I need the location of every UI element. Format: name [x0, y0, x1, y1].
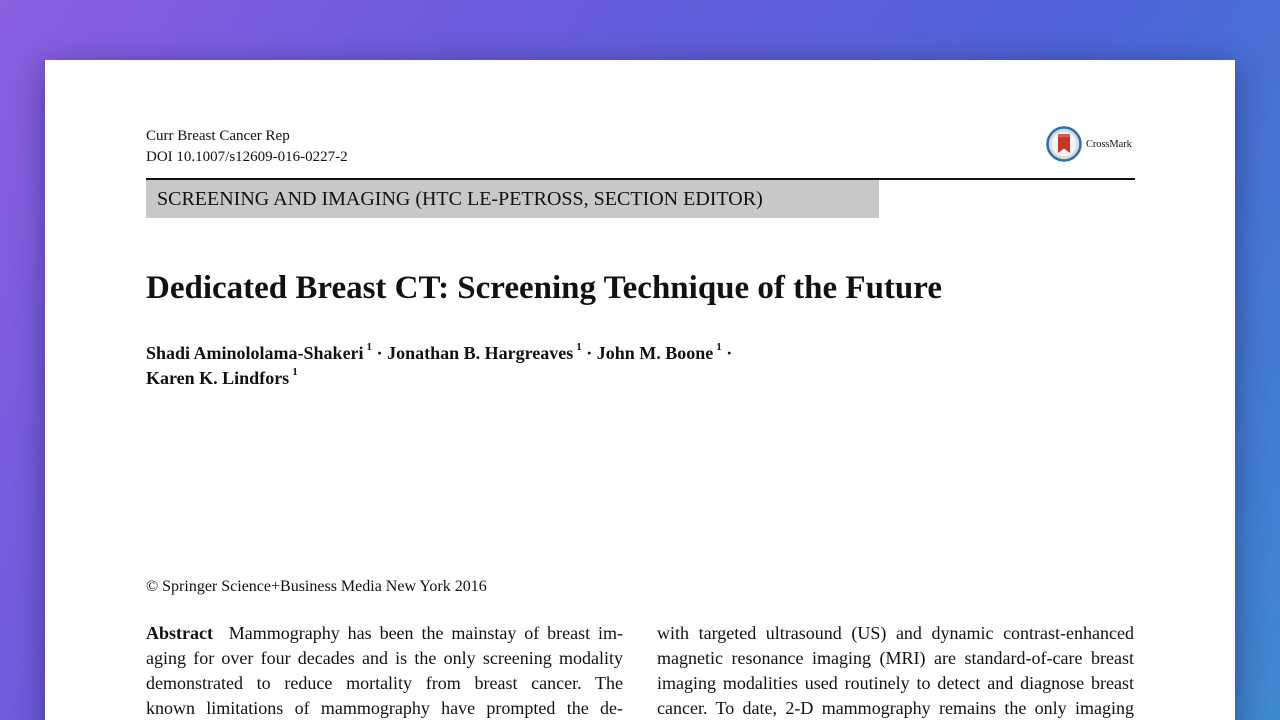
- author-affiliation: 1: [292, 366, 298, 378]
- author-line: [146, 341, 846, 366]
- author-name[interactable]: Karen K. Lindfors: [146, 368, 290, 388]
- paper-page: [45, 60, 1235, 720]
- abstract-line: imaging modalities used routinely to detect and diagnose breast: [657, 673, 1134, 693]
- section-bar: [146, 180, 879, 218]
- abstract-line: cancer. To date, 2-D mammography remains the only imaging: [657, 698, 1134, 718]
- author-affiliation: 1: [576, 341, 582, 353]
- abstract-line: with targeted ultrasound (US) and dynamic contrast-enhanced: [657, 623, 1134, 643]
- abstract-line: demonstrated to reduce mortality from breast cancer. The: [146, 673, 623, 693]
- author-separator: ·: [372, 343, 388, 363]
- author-name[interactable]: Jonathan B. Hargreaves: [387, 343, 574, 363]
- abstract-line: aging for over four decades and is the only screening modality: [146, 648, 623, 668]
- author-name[interactable]: John M. Boone: [596, 343, 714, 363]
- abstract-label: Abstract: [146, 623, 213, 643]
- journal-doi[interactable]: DOI 10.1007/s12609-016-0227-2: [146, 149, 348, 165]
- copyright-notice: © Springer Science+Business Media New York 2016: [146, 578, 487, 595]
- abstract-text: Mammography has been the mainstay of breast im-: [228, 623, 624, 643]
- abstract-line: known limitations of mammography have prompted the de-: [146, 698, 623, 718]
- article-title: Dedicated Breast CT: Screening Technique of the Future: [146, 270, 942, 306]
- crossmark-label: CrossMark: [1086, 138, 1132, 150]
- author-name[interactable]: Shadi Aminololama-Shakeri: [146, 343, 364, 363]
- crossmark-icon: [1046, 126, 1082, 162]
- author-separator: ·: [721, 343, 733, 363]
- abstract-column-left: [146, 621, 623, 720]
- author-affiliation: 1: [366, 341, 373, 353]
- author-affiliation: 1: [716, 341, 722, 353]
- author-line: [146, 366, 846, 391]
- author-separator: ·: [581, 343, 597, 363]
- section-label: SCREENING AND IMAGING (HTC LE-PETROSS, SECTION EDITOR): [157, 188, 763, 210]
- abstract-column-right: [657, 621, 1134, 720]
- abstract-line: magnetic resonance imaging (MRI) are standard-of-care breast: [657, 648, 1134, 668]
- journal-header: [146, 126, 348, 168]
- author-list: [146, 341, 846, 391]
- journal-name: Curr Breast Cancer Rep: [146, 128, 290, 144]
- crossmark-badge[interactable]: [1046, 126, 1132, 162]
- abstract-line: [146, 621, 623, 646]
